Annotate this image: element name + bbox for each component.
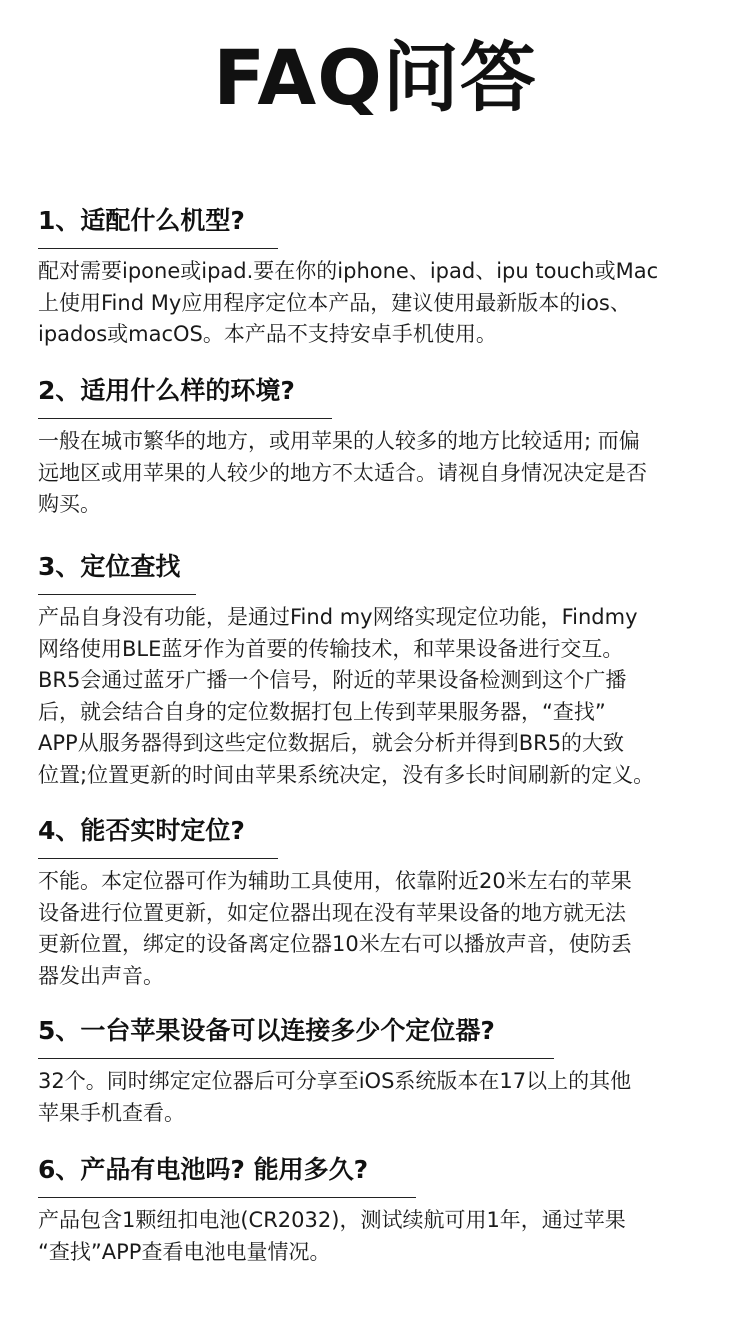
faq-answer [38,1066,728,1129]
faq-answer [38,866,728,992]
answer-line: 产品包含1颗纽扣电池(CR2032)，测试续航可用1年，通过苹果 [38,1208,626,1232]
answer-line: BR5会通过蓝牙广播一个信号，附近的苹果设备检测到这个广播 [38,668,627,692]
answer-line: ipados或macOS。本产品不支持安卓手机使用。 [38,322,497,346]
faq-item-3 [38,549,728,791]
faq-question: 2、适用什么样的环境? [38,376,295,405]
answer-line: 购买。 [38,492,101,516]
answer-line: 网络使用BLE蓝牙作为首要的传输技术，和苹果设备进行交互。 [38,636,624,661]
answer-line: 上使用Find My应用程序定位本产品，建议使用最新版本的ios、 [38,290,631,315]
question-divider [38,418,332,419]
answer-line: 更新位置，绑定的设备离定位器10米左右可以播放声音，使防丢 [38,932,632,956]
answer-line: 后，就会结合自身的定位数据打包上传到苹果服务器，“查找” [38,699,606,724]
answer-line: 32个。同时绑定定位器后可分享至iOS系统版本在17以上的其他 [38,1069,632,1093]
faq-item-2 [38,373,728,521]
faq-question: 1、适配什么机型? [38,206,245,235]
answer-line: 配对需要ipone或ipad.要在你的iphone、ipad、ipu touch或Mac [38,259,659,283]
faq-item-4 [38,813,728,992]
answer-line: 产品自身没有功能，是通过Find my网络实现定位功能，Findmy [38,605,638,629]
faq-answer [38,602,728,791]
faq-question: 5、一台苹果设备可以连接多少个定位器? [38,1016,495,1045]
question-divider [38,594,196,595]
answer-line: 位置;位置更新的时间由苹果系统决定，没有多长时间刷新的定义。 [38,762,655,787]
faq-question: 3、定位查找 [38,552,181,581]
answer-line: 苹果手机查看。 [38,1100,185,1125]
faq-question: 6、产品有电池吗? 能用多久? [38,1155,369,1184]
answer-line: 不能。本定位器可作为辅助工具使用，依靠附近20米左右的苹果 [38,869,632,893]
answer-line: 设备进行位置更新，如定位器出现在没有苹果设备的地方就无法 [38,900,626,925]
faq-item-1 [38,203,728,351]
faq-question: 4、能否实时定位? [38,816,245,845]
question-divider [38,248,278,249]
faq-answer [38,1205,728,1268]
faq-item-5 [38,1013,728,1129]
answer-line: “查找”APP查看电池电量情况。 [38,1239,331,1264]
faq-item-6 [38,1152,728,1268]
answer-line: 器发出声音。 [38,963,164,988]
answer-line: APP从服务器得到这些定位数据后，就会分析并得到BR5的大致 [38,731,625,755]
question-divider [38,1197,416,1198]
question-divider [38,1058,554,1059]
answer-line: 远地区或用苹果的人较少的地方不太适合。请视自身情况决定是否 [38,460,647,485]
faq-answer [38,256,728,351]
page-title: FAQ问答 [213,33,537,122]
faq-answer [38,426,728,521]
answer-line: 一般在城市繁华的地方，或用苹果的人较多的地方比较适用; 而偏 [38,429,640,453]
question-divider [38,858,278,859]
